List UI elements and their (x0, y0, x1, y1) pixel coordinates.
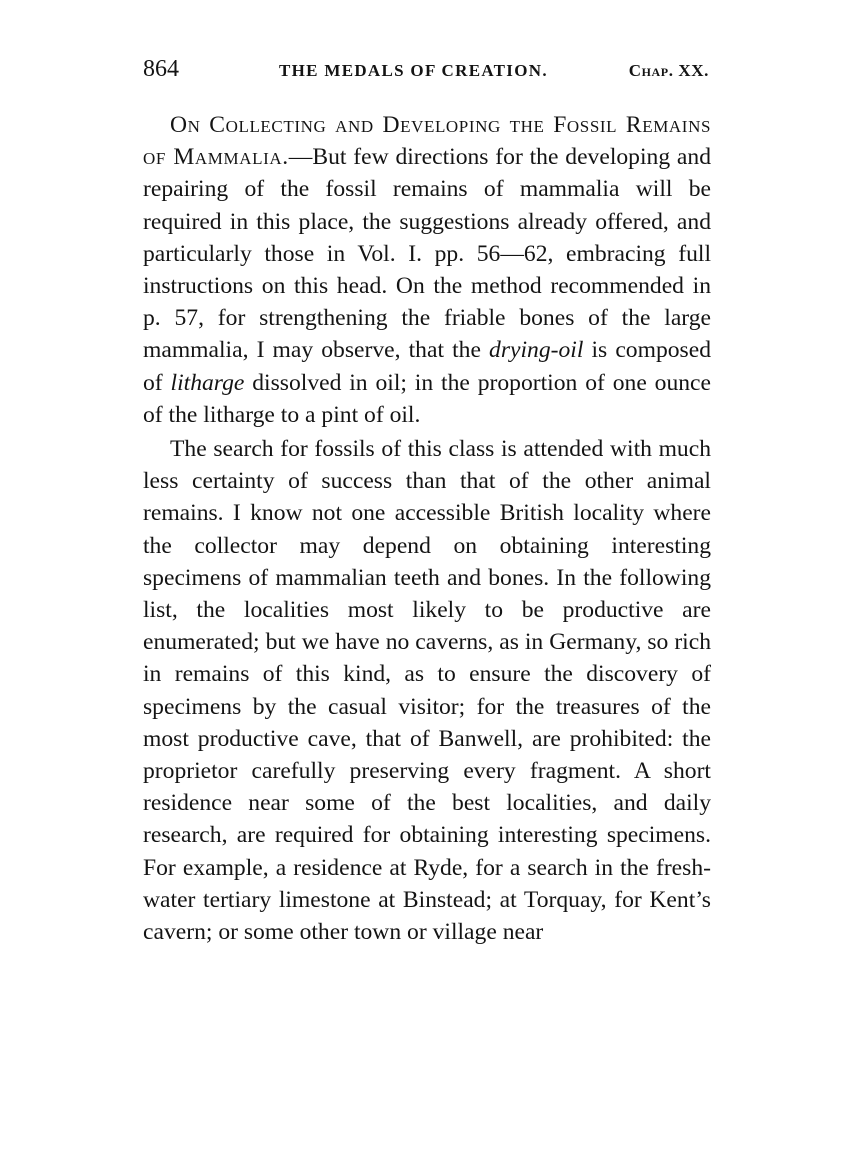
running-title: THE MEDALS OF CREATION. (279, 61, 548, 80)
page-number: 864 (143, 56, 179, 82)
italic-term-litharge: litharge (170, 369, 245, 396)
running-head (143, 52, 711, 92)
section-heading: On Collecting and Developing the Fossil Remains of Mammalia. (143, 112, 711, 171)
paragraph-text: is composed of (143, 337, 712, 396)
paragraph-search-for-fossils: The search for fossils of this class is attended with much less certainty of success than that of the other animal remains. I know not one accessible British locality where the collector may depend on obtaining interesting specimens of mammalian teeth and bones. In the following list, the localities most likely to be productive are enumerated; but we have no caverns, as in Germany, so rich in remains of this kind, as to ensure the discovery of specimens by the casual visitor; for the treasures of the most productive cave, that of Banwell, are prohibited: the proprietor carefully preserving every fragment. A short residence near some of the best localities, and daily research, are required for obtaining interesting specimens. For example, a residence at Ryde, for a search in the fresh-water tertiary limestone at Binstead; at Torquay, for Kent’s cavern; or some other town or village near (143, 436, 711, 946)
body-text (143, 109, 711, 948)
paragraph-collecting-developing (143, 109, 711, 431)
chapter-reference: Chap. XX. (628, 61, 709, 80)
book-page (143, 52, 711, 948)
paragraph-text: —But few directions for the developing and repairing of the fossil remains of mammalia will be required in this place, the suggestions already offered, and particularly those in Vol. I. pp. 56—62, embracing full instructions on this head. On the method recommended in p. 57, for strengthening the friable bones of the large mammalia, I may observe, that the (143, 144, 711, 364)
italic-term-drying-oil: drying-oil (489, 337, 584, 364)
paragraph-text: dissolved in oil; in the proportion of one ounce of the litharge to a pint of oil. (143, 369, 711, 428)
